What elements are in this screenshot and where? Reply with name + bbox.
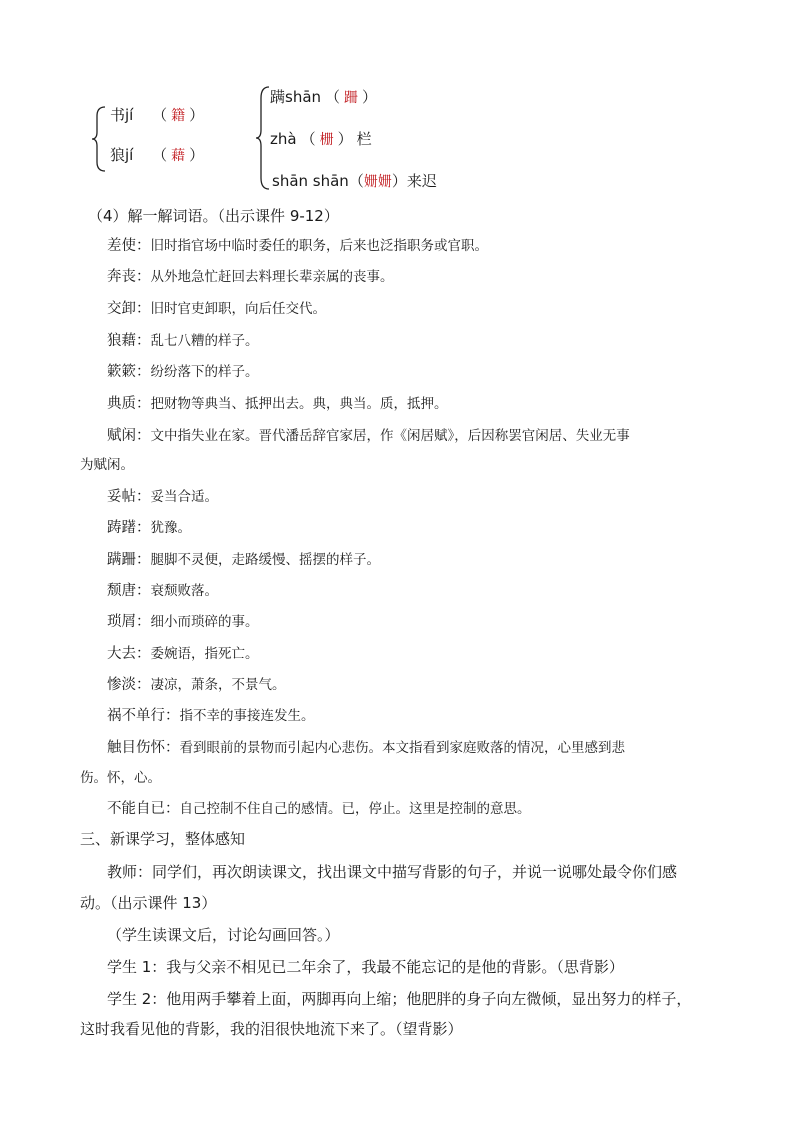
paragraph-line: 学生 2：他用两手攀着上面，两脚再向上缩；他肥胖的身子向左微倾，显出努力的样子， <box>107 990 692 1008</box>
paragraph-line: 动。（出示课件 13） <box>80 894 217 912</box>
paragraph-line: 学生 1：我与父亲不相见已二年余了，我最不能忘记的是他的背影。（思背影） <box>107 958 624 976</box>
term-entry: 典质：把财物等典当、抵押出去。典，典当。质，抵押。 <box>107 396 448 412</box>
left-brace <box>92 106 106 172</box>
section-heading: 三、新课学习，整体感知 <box>80 830 246 848</box>
term-entry: 奔丧：从外地急忙赶回去料理长辈亲属的丧事。 <box>107 269 394 285</box>
pinyin-text: jí <box>125 146 134 164</box>
term-entry-continuation: 伤。怀，心。 <box>80 770 161 786</box>
pinyin-text: 栏 <box>356 130 372 148</box>
term-entry: 交卸：旧时官吏卸职，向后任交代。 <box>107 301 326 317</box>
term-entry: 琐屑：细小而琐碎的事。 <box>107 614 259 630</box>
right-brace <box>256 86 270 190</box>
term-entry: 触目伤怀：看到眼前的景物而引起内心悲伤。本文指看到家庭败落的情况，心里感到悲 <box>107 740 625 756</box>
pinyin-text: jí <box>125 106 134 124</box>
pinyin-left-row: 狼jí （ 藉 ） <box>110 146 205 164</box>
pinyin-exercise <box>90 82 510 194</box>
pinyin-answer: 籍 <box>171 108 186 124</box>
term-entry: 簌簌：纷纷落下的样子。 <box>107 364 259 380</box>
term-entry: 不能自已：自己控制不住自己的感情。已，停止。这里是控制的意思。 <box>107 801 531 817</box>
pinyin-left-row: 书jí （ 籍 ） <box>110 106 205 124</box>
pinyin-char: 书 <box>110 106 126 124</box>
term-entry: 大去：委婉语，指死亡。 <box>107 646 259 662</box>
paragraph-line: （学生读课文后，讨论勾画回答。） <box>107 926 340 944</box>
term-entry: 蹒跚：腿脚不灵便，走路缓慢、摇摆的样子。 <box>107 552 380 568</box>
pinyin-text: 来迟 <box>406 172 437 190</box>
term-entry: 颓唐：衰颓败落。 <box>107 583 218 599</box>
pinyin-char: 狼 <box>110 146 126 164</box>
term-entry-continuation: 为赋闲。 <box>80 457 134 473</box>
pinyin-right-row: 蹒shān （ 跚 ） <box>270 88 378 106</box>
pinyin-right-row: shān shān（姗姗）来迟 <box>272 172 437 190</box>
pinyin-text: shān shān <box>272 172 349 190</box>
pinyin-text: zhà <box>270 130 297 148</box>
pinyin-answer: 姗姗 <box>363 174 392 190</box>
term-entry: 狼藉：乱七八糟的样子。 <box>107 333 259 349</box>
pinyin-right-row: zhà （ 栅 ） 栏 <box>270 130 372 148</box>
pinyin-answer: 跚 <box>344 90 359 106</box>
pinyin-answer: 栅 <box>319 132 334 148</box>
term-entry: 赋闲：文中指失业在家。晋代潘岳辞官家居，作《闲居赋》，后因称罢官闲居、失业无事 <box>107 428 630 444</box>
pinyin-text: 蹒shān <box>270 88 322 106</box>
section-heading: （4）解一解词语。（出示课件 9-12） <box>88 207 339 225</box>
term-entry: 妥帖：妥当合适。 <box>107 489 218 505</box>
paragraph-line: 教师：同学们，再次朗读课文，找出课文中描写背影的句子，并说一说哪处最令你们感 <box>107 863 678 881</box>
term-entry: 踌躇：犹豫。 <box>107 520 191 536</box>
term-entry: 差使：旧时指官场中临时委任的职务，后来也泛指职务或官职。 <box>107 238 488 254</box>
paragraph-line: 这时我看见他的背影，我的泪很快地流下来了。（望背影） <box>80 1020 463 1038</box>
term-entry: 祸不单行：指不幸的事接连发生。 <box>107 708 315 724</box>
pinyin-answer: 藉 <box>171 148 186 164</box>
term-entry: 惨淡：凄凉，萧条，不景气。 <box>107 677 286 693</box>
